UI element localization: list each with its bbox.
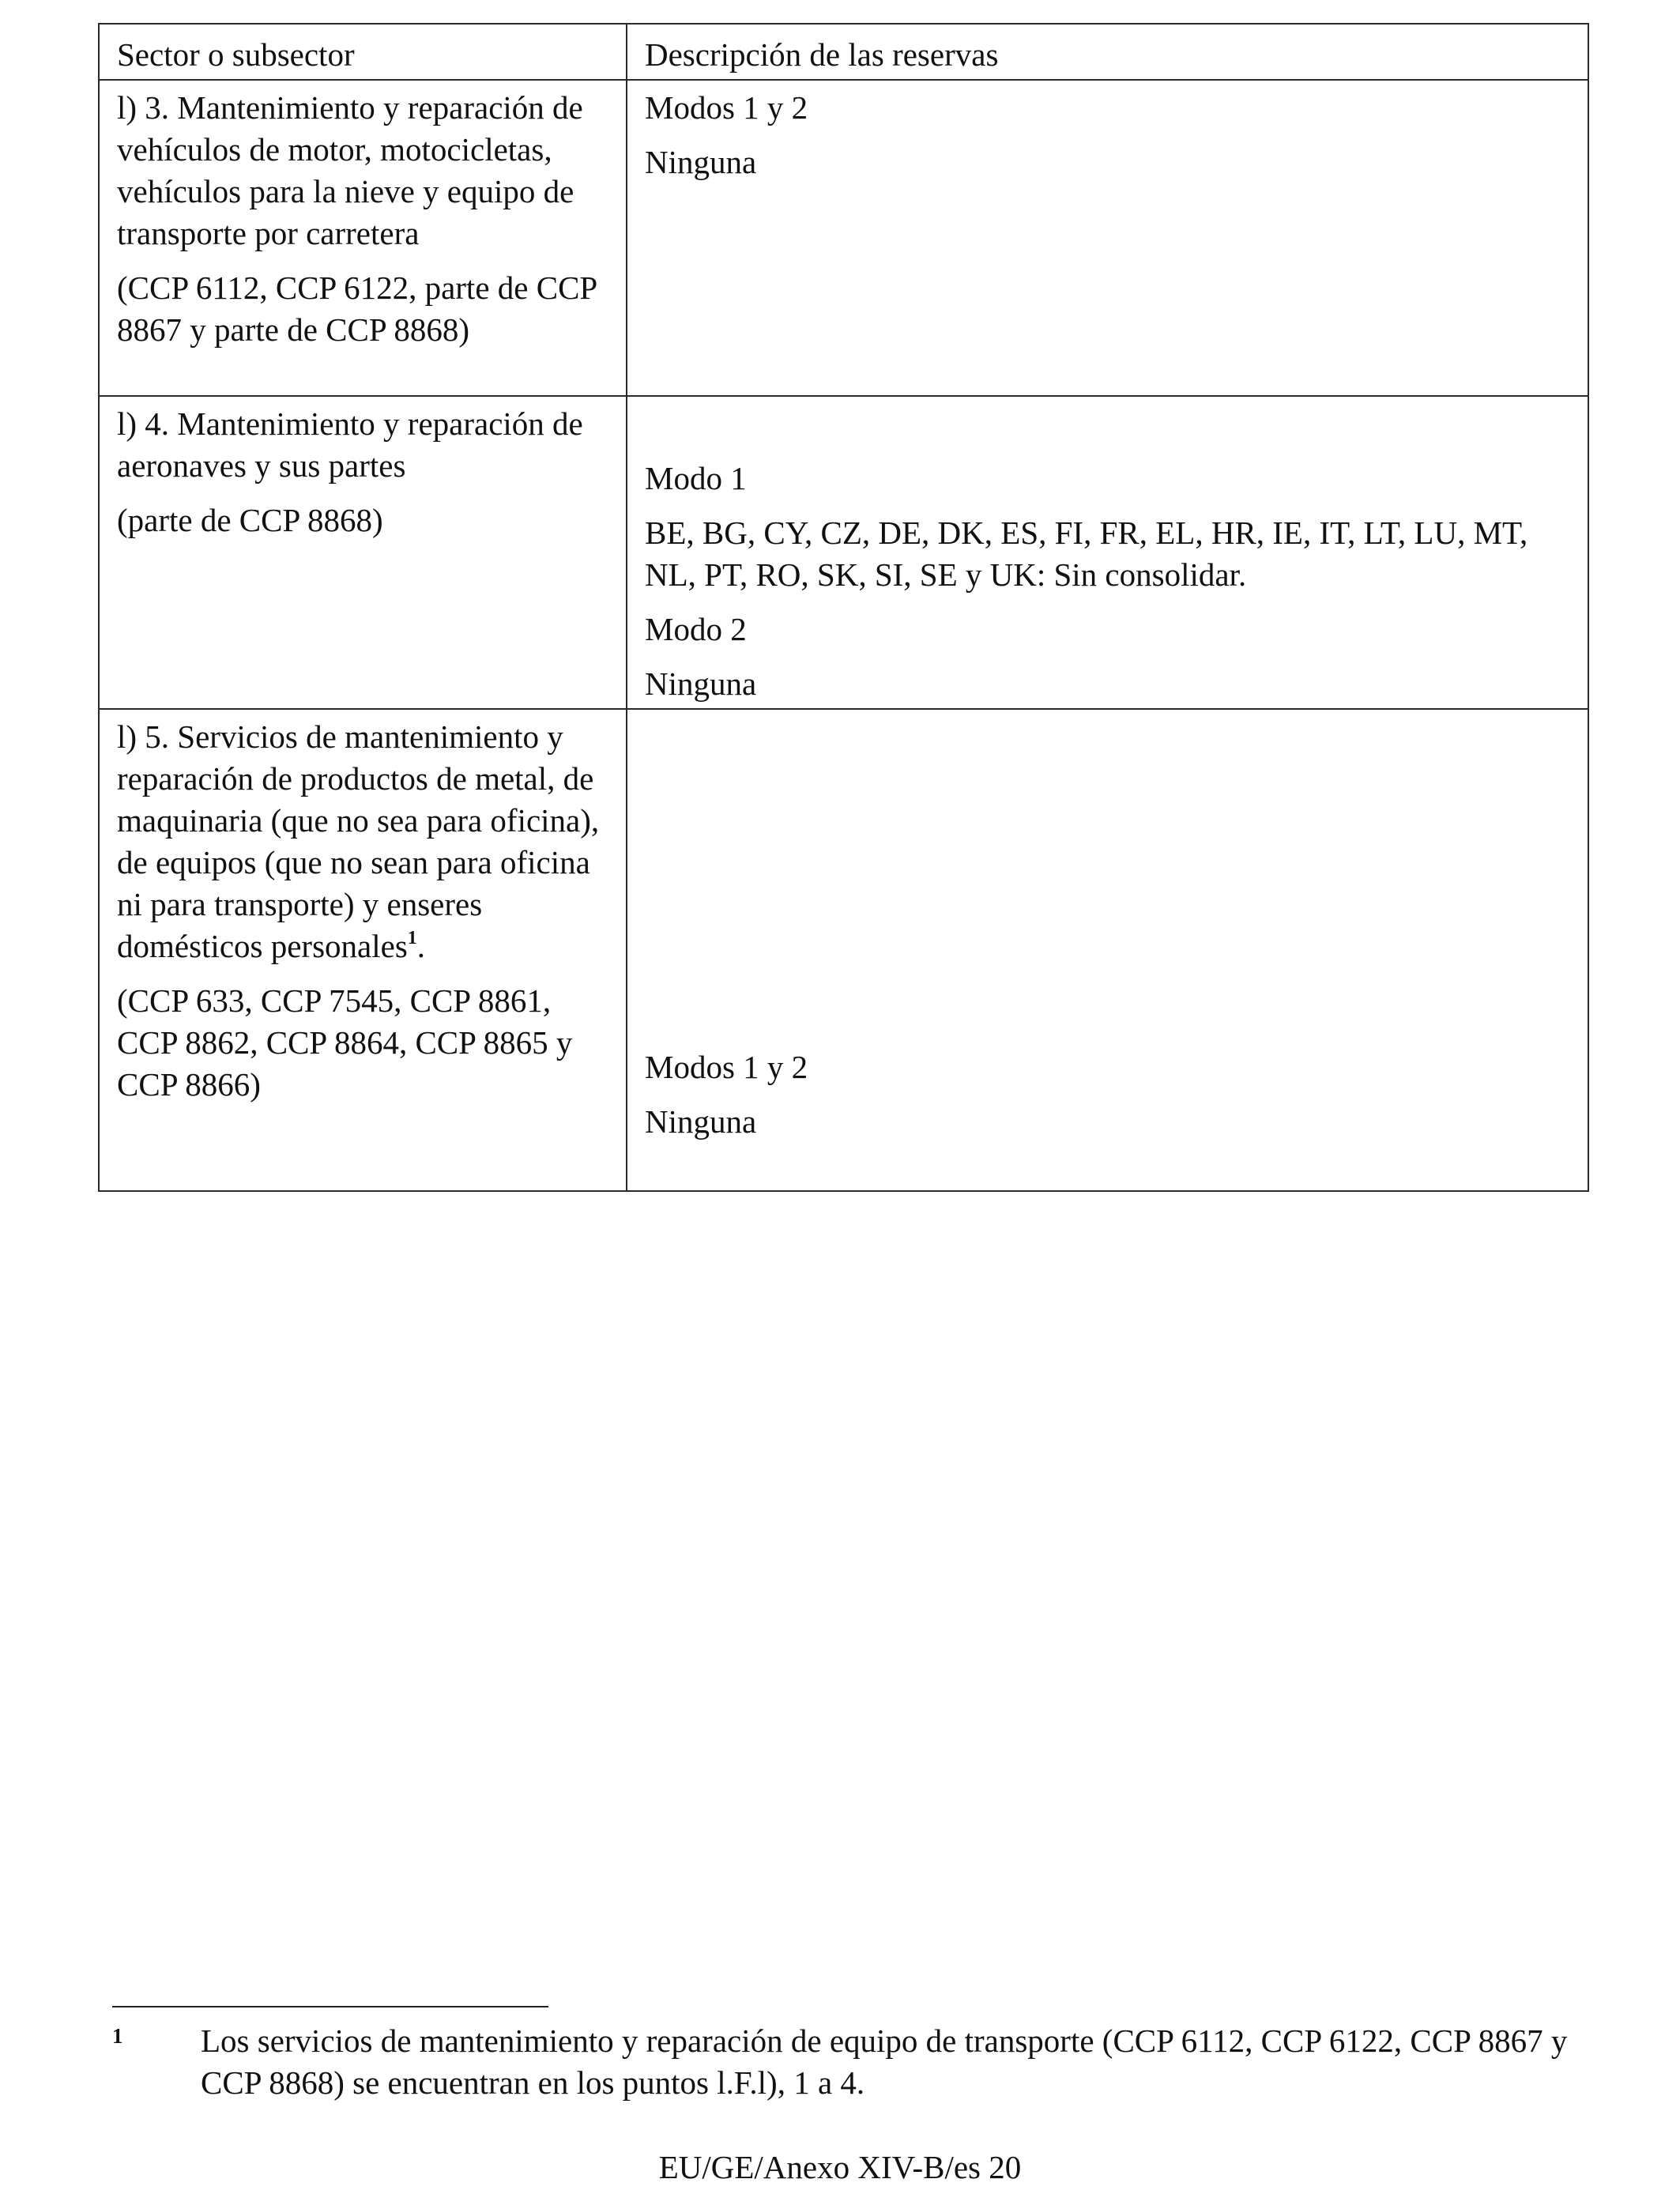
sector-title: [117, 716, 610, 967]
sector-title-text: l) 5. Servicios de mantenimiento y reparación de productos de metal, de maquinaria (que no sea para oficina), de equipos (que no sean para oficina ni para transporte) y enseres domésticos personales: [117, 718, 600, 964]
sector-cell: [99, 709, 627, 1191]
ccp-codes: (parte de CCP 8868): [117, 502, 383, 538]
sector-cell: [99, 396, 627, 709]
table-row: [99, 80, 1588, 396]
footnote-text: Los servicios de mantenimiento y reparación de equipo de transporte (CCP 6112, CCP 6122, CCP 8867 y CCP 8868) se encuentran en los puntos l.F.l), 1 a 4.: [201, 2022, 1568, 2101]
footnote-separator: [112, 2006, 548, 2007]
header-description: Descripción de las reservas: [627, 24, 1588, 80]
mode-label: Modo 2: [645, 611, 747, 647]
description-cell: [627, 80, 1588, 396]
table-row: [99, 709, 1588, 1191]
reservation-text: Ninguna: [645, 665, 757, 702]
footnote-reference[interactable]: 1: [407, 928, 417, 948]
ccp-codes: (CCP 633, CCP 7545, CCP 8861, CCP 8862, CCP 8864, CCP 8865 y CCP 8866): [117, 982, 573, 1103]
mode-label: Modos 1 y 2: [645, 1049, 808, 1085]
page-footer: EU/GE/Anexo XIV-B/es 20: [658, 2149, 1022, 2185]
reservation-text: BE, BG, CY, CZ, DE, DK, ES, FI, FR, EL, HR, IE, IT, LT, LU, MT, NL, PT, RO, SK, SI, SE y UK: Sin consolidar.: [645, 515, 1528, 593]
reservations-table: [98, 23, 1589, 1192]
description-cell: [627, 709, 1588, 1191]
reservation-text: Ninguna: [645, 144, 757, 180]
description-cell: [627, 396, 1588, 709]
table-header-row: [99, 24, 1588, 80]
reservation-text: Ninguna: [645, 1103, 757, 1140]
footnote: [112, 2020, 1582, 2104]
sector-cell: [99, 80, 627, 396]
mode-label: Modos 1 y 2: [645, 89, 808, 126]
mode-label: Modo 1: [645, 460, 747, 496]
sector-title-end: .: [416, 928, 426, 964]
table-row: [99, 396, 1588, 709]
footnote-mark: 1: [112, 2024, 123, 2048]
sector-title: l) 4. Mantenimiento y reparación de aeronaves y sus partes: [117, 405, 583, 484]
sector-title: l) 3. Mantenimiento y reparación de vehículos de motor, motocicletas, vehículos para la nieve y equipo de transporte por carretera: [117, 89, 583, 251]
ccp-codes: (CCP 6112, CCP 6122, parte de CCP 8867 y parte de CCP 8868): [117, 270, 597, 348]
header-sector: Sector o subsector: [99, 24, 627, 80]
